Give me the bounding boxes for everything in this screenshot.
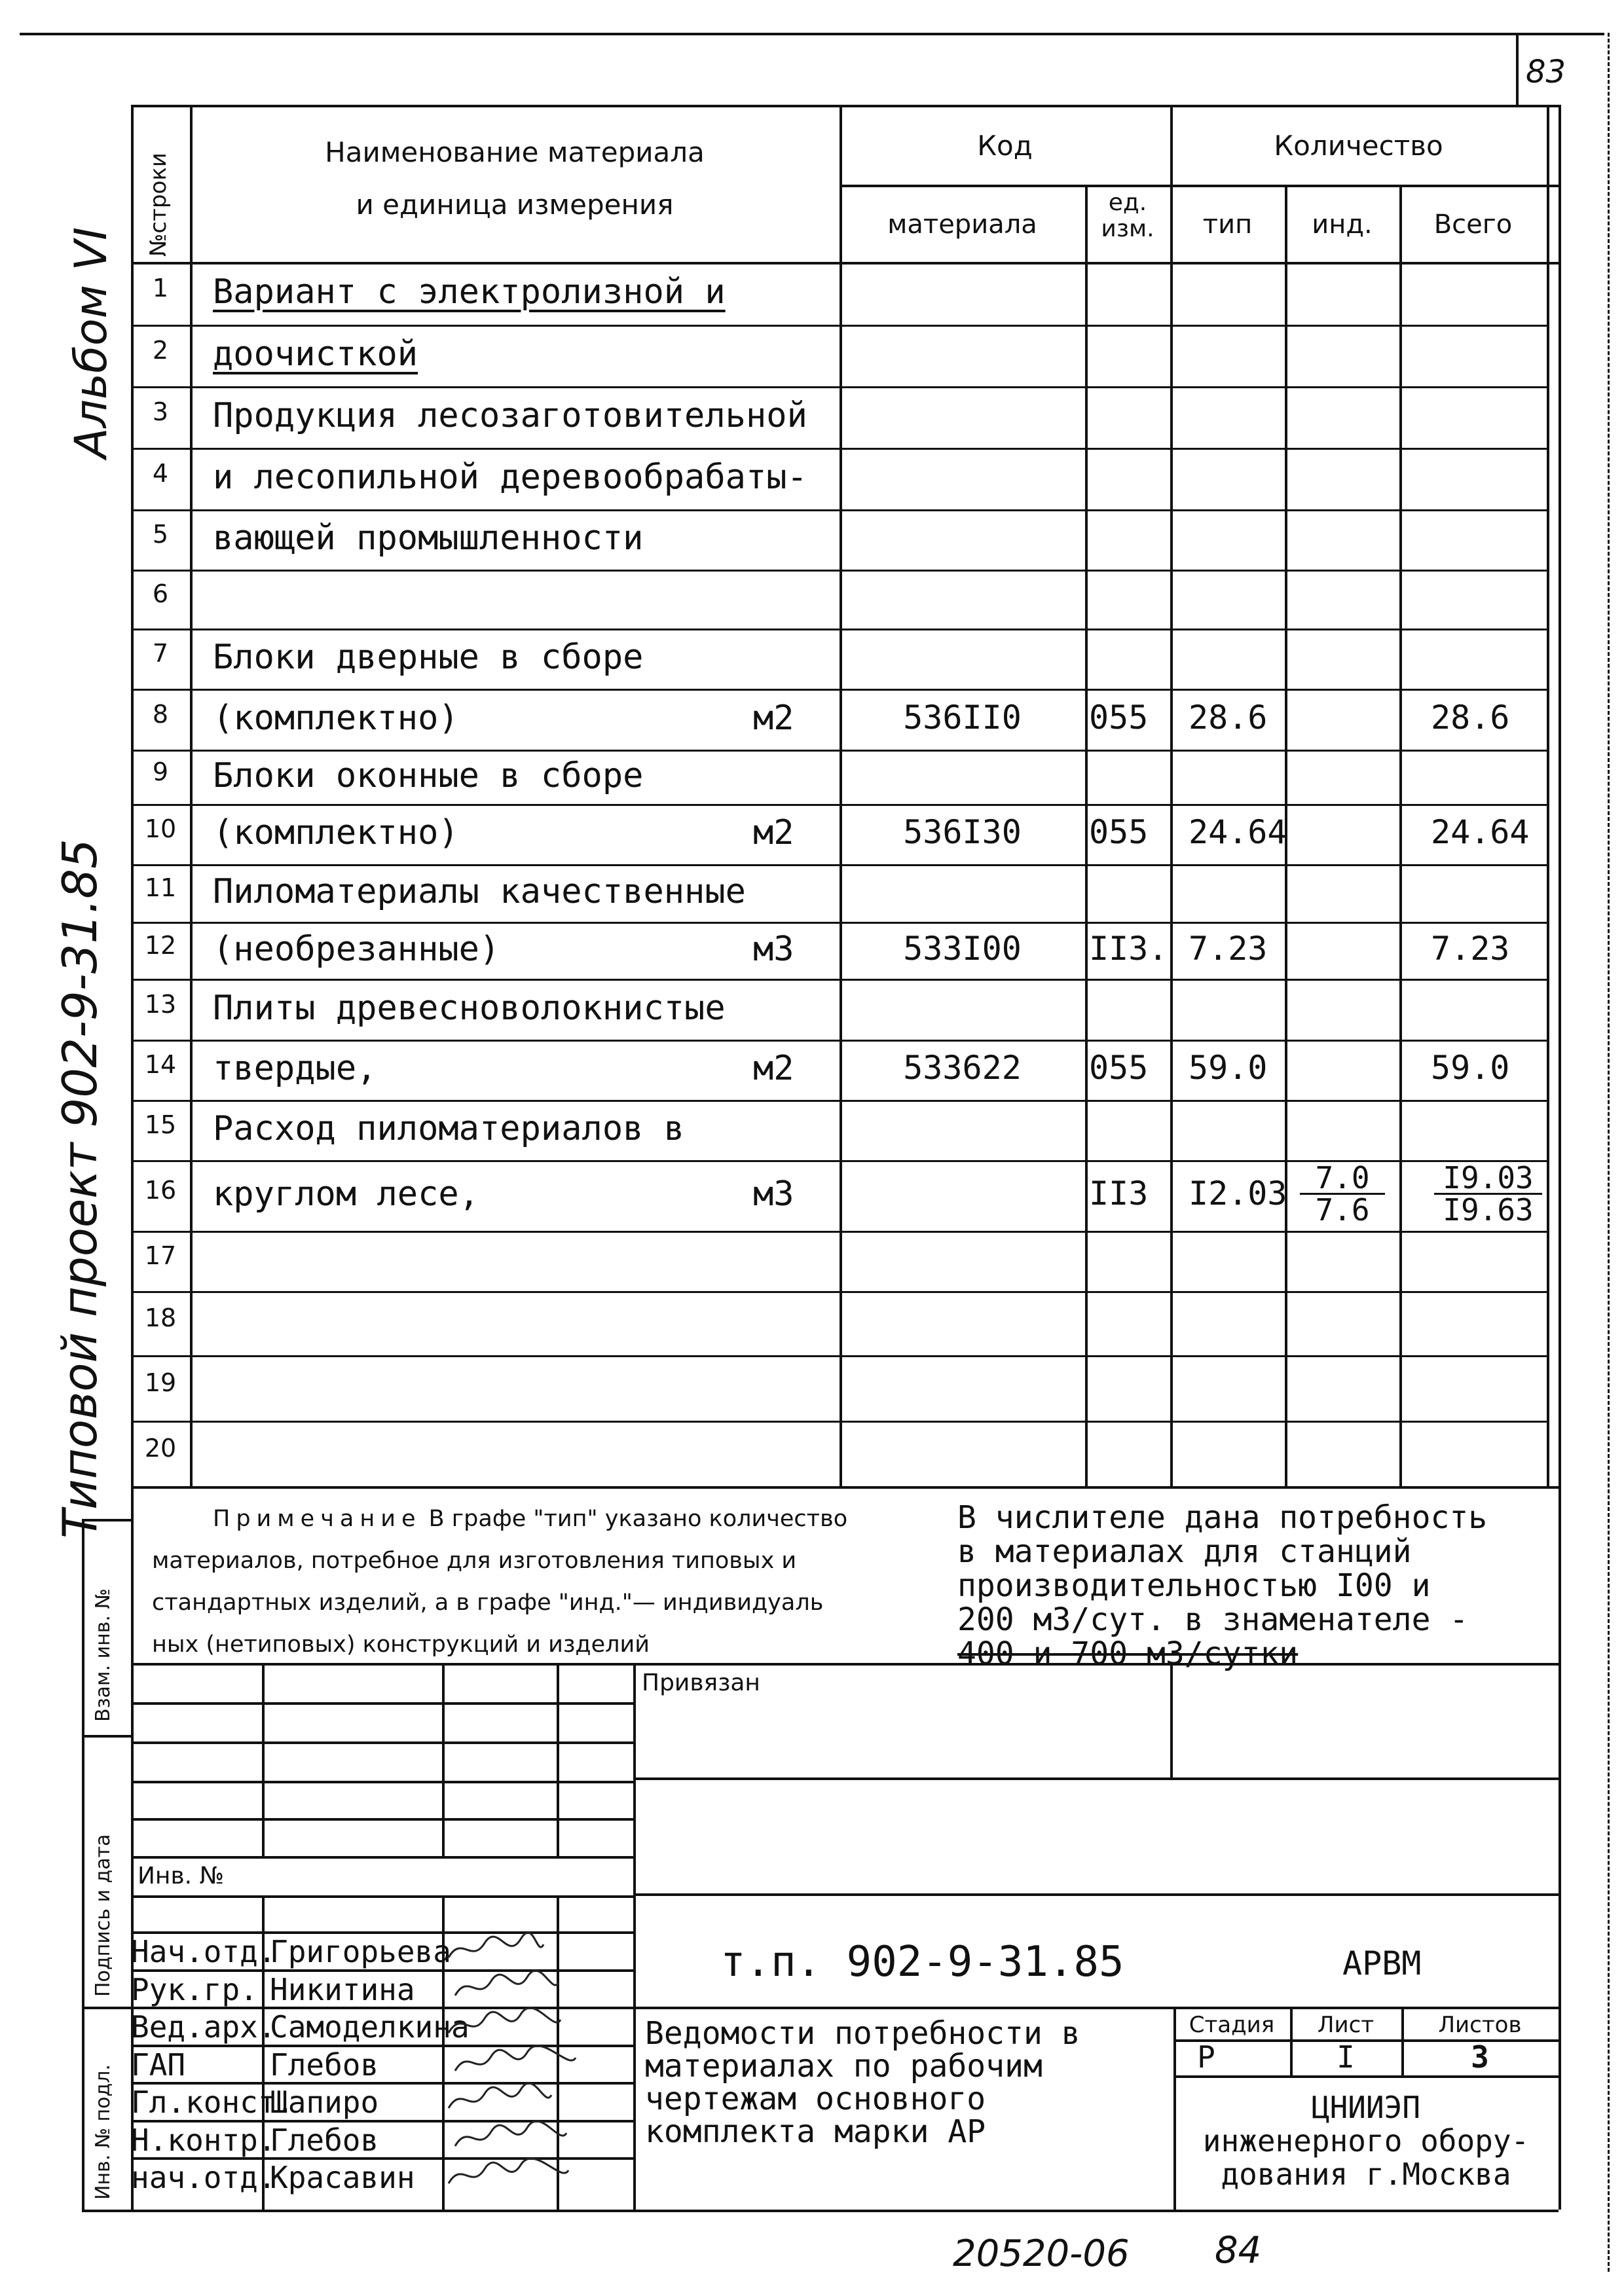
row-divider — [131, 864, 1547, 866]
note-right-line3: производительностью I00 и — [957, 1567, 1431, 1604]
row-name: (необрезанные) — [213, 929, 500, 969]
top-border — [20, 33, 1604, 35]
podpis-label: Подпись и дата — [92, 1834, 115, 1997]
row-divider — [131, 979, 1547, 981]
page-number: 83 — [1526, 54, 1566, 90]
row-divider — [131, 570, 1547, 572]
stamp-row6 — [131, 1895, 633, 1898]
total-denominator: I9.63 — [1443, 1192, 1534, 1228]
signer-role: Н.контр. — [131, 2123, 276, 2158]
row-unit: м2 — [753, 1049, 794, 1088]
side-stamp-left — [82, 1519, 84, 2210]
row-number: 12 — [144, 930, 177, 960]
row-divider — [131, 1291, 1547, 1293]
right-edge-dashed — [1608, 33, 1610, 2272]
row-name: Расход пиломатериалов в — [213, 1109, 685, 1148]
privyazan-bottom — [633, 1777, 1559, 1780]
side-stamp-div1 — [82, 1735, 131, 1738]
row-name: вающей промышленности — [213, 519, 644, 558]
header-bottom — [131, 262, 1559, 264]
row-number: 8 — [152, 699, 169, 729]
signer-name: Самоделкина — [270, 2009, 470, 2045]
row-material-code: 533I00 — [903, 929, 1022, 968]
row-name: Плиты древесноволокнистые — [213, 988, 726, 1028]
row-number: 19 — [144, 1368, 177, 1397]
row-name: Пиломатериалы качественные — [213, 872, 746, 911]
signer-name: Красавин — [270, 2160, 415, 2195]
side-stamp-top — [82, 1519, 131, 1522]
table-top-border — [131, 105, 1559, 107]
row-unit-code: 055 — [1089, 698, 1149, 737]
org-line2: инженерного обору- — [1202, 2123, 1530, 2159]
stamp-col4 — [633, 1663, 636, 2210]
sheet-value: I — [1337, 2039, 1355, 2075]
row-divider — [131, 922, 1547, 924]
header-subdivider — [840, 185, 1559, 187]
row-number: 17 — [144, 1241, 177, 1270]
doc-code-top — [633, 1893, 1559, 1896]
row-name: Блоки оконные в сборе — [213, 756, 644, 795]
row-number: 5 — [152, 520, 169, 549]
row-total: 28.6 — [1431, 698, 1510, 737]
sheets-label: Листов — [1438, 2012, 1522, 2038]
row-name: твердые, — [213, 1049, 377, 1088]
note-line3: стандартных изделий, а в графе "инд."— индивидуаль — [152, 1590, 824, 1616]
header-ind: инд. — [1312, 210, 1373, 240]
row-unit-code: 055 — [1089, 813, 1149, 851]
note-prefix: Примечание — [213, 1506, 422, 1532]
side-stamp-bottom — [82, 2210, 1559, 2212]
note-right-line1: В числителе дана потребность — [957, 1499, 1488, 1536]
row-unit: м3 — [753, 1175, 794, 1214]
ind-denominator: 7.6 — [1315, 1192, 1370, 1228]
inv-no-label: Инв. № — [138, 1863, 225, 1889]
right-border-main — [1559, 105, 1561, 2210]
stamp-col1 — [262, 1663, 265, 1856]
note-line1 — [213, 1506, 847, 1532]
signature-scribble — [452, 1969, 583, 2006]
header-code: Код — [977, 130, 1033, 162]
signer-role: Рук.гр. — [131, 1972, 258, 2007]
signer-role: нач.отд. — [131, 2160, 276, 2195]
row-number: 10 — [144, 814, 177, 843]
sheets-value: 3 — [1471, 2039, 1489, 2075]
inv-podl-label: Инв. № подл. — [92, 2064, 115, 2200]
signature-scribble — [445, 2157, 576, 2194]
stamp-col2 — [442, 1663, 445, 1856]
mark-code: АРВМ — [1342, 1944, 1422, 1982]
row-unit-code: 055 — [1089, 1049, 1149, 1087]
privyazan-label: Привязан — [642, 1669, 760, 1696]
row-typ: 24.64 — [1189, 813, 1287, 851]
row-name: и лесопильной деревообрабаты- — [213, 458, 807, 497]
vzam-inv-label: Взам. инв. № — [92, 1588, 115, 1722]
row-number: 2 — [152, 336, 169, 365]
page-number-box-left — [1516, 33, 1519, 106]
row-name: Блоки дверные в сборе — [213, 638, 644, 677]
header-row-number: №строки — [145, 153, 172, 257]
stamp-row5 — [131, 1856, 633, 1859]
stage-value: Р — [1197, 2039, 1215, 2075]
signer-name: Григорьева — [270, 1934, 451, 1969]
row-divider — [131, 1355, 1547, 1357]
row-number: 9 — [152, 757, 169, 786]
stamp-row1 — [131, 1702, 633, 1705]
side-stamp-div2 — [82, 2007, 131, 2009]
footer-code: 20520-06 — [953, 2232, 1130, 2275]
stamp-row4 — [131, 1818, 633, 1821]
title-line4: комплекта марки АР — [645, 2113, 986, 2150]
stamp-row3 — [131, 1781, 633, 1783]
row-ind-fraction — [1300, 1160, 1385, 1228]
header-total: Всего — [1433, 210, 1513, 240]
row-divider — [131, 1421, 1547, 1423]
org-line1: ЦНИИЭП — [1311, 2090, 1421, 2125]
col-name-right — [840, 105, 842, 1486]
row-number: 1 — [152, 274, 169, 302]
note-right-line5: 400 и 700 м3/сутки — [957, 1635, 1299, 1672]
stamp-col3 — [557, 1663, 559, 1856]
note-right-line4: 200 м3/сут. в знаменателе - — [957, 1601, 1469, 1638]
note-line4: ных (нетиповых) конструкций и изделий — [152, 1631, 650, 1658]
row-number: 3 — [152, 397, 169, 426]
row-name: Продукция лесозаготовительной — [213, 396, 807, 435]
row-total: 24.64 — [1431, 813, 1530, 851]
row-unit: м2 — [753, 813, 794, 852]
row-unit-code: II3 — [1089, 1175, 1149, 1212]
signature-scribble — [445, 2082, 576, 2119]
signer-name: Глебов — [270, 2047, 379, 2083]
row-unit: м3 — [753, 929, 794, 969]
stamp-top-border — [131, 1663, 1559, 1666]
table-left-border — [131, 105, 134, 2210]
row-typ: 7.23 — [1189, 929, 1268, 968]
row-unit-code: II3. — [1089, 929, 1168, 968]
doc-code: т.п. 902-9-31.85 — [720, 1938, 1124, 1986]
row-name: (комплектно) — [213, 813, 459, 852]
title-line2: материалах по рабочим — [645, 2048, 1043, 2085]
title-line1: Ведомости потребности в — [645, 2015, 1080, 2052]
col-unit-right — [1170, 105, 1173, 1486]
row-number: 18 — [144, 1303, 177, 1332]
row-divider — [131, 689, 1547, 691]
signer-role: ГАП — [131, 2047, 186, 2083]
total-numerator: I9.03 — [1434, 1163, 1542, 1195]
note-right-line2: в материалах для станций — [957, 1533, 1412, 1570]
col-rowno-right — [190, 105, 193, 1486]
signer-role: Нач.отд. — [131, 1934, 276, 1969]
header-quantity: Количество — [1274, 130, 1443, 162]
table-right-inner — [1547, 105, 1549, 1486]
stamp-row2 — [131, 1741, 633, 1744]
row-total-fraction — [1434, 1160, 1542, 1228]
privyazan-divider — [1170, 1663, 1173, 1777]
row-total: 59.0 — [1431, 1049, 1510, 1087]
row-divider — [131, 804, 1547, 806]
signer-name: Глебов — [270, 2123, 379, 2158]
signature-scribble — [452, 2045, 583, 2081]
row-number: 4 — [152, 459, 169, 488]
row-divider — [131, 750, 1547, 752]
row-number: 13 — [144, 989, 177, 1019]
stage-label: Стадия — [1189, 2012, 1275, 2038]
row-divider — [131, 448, 1547, 450]
row-typ: I2.03 — [1189, 1175, 1287, 1212]
header-unit-code: ед. изм. — [1101, 189, 1154, 242]
row-number: 7 — [152, 639, 169, 668]
signer-name: Никитина — [270, 1972, 415, 2007]
note-top-border — [131, 1486, 1559, 1489]
row-name: доочисткой — [213, 335, 418, 374]
row-divider — [131, 1100, 1547, 1102]
ind-numerator: 7.0 — [1300, 1163, 1385, 1195]
album-label: Альбом VI — [65, 227, 117, 458]
row-divider — [131, 629, 1547, 630]
row-number: 14 — [144, 1050, 177, 1079]
row-unit: м2 — [753, 698, 794, 738]
row-material-code: 533622 — [903, 1049, 1022, 1087]
header-name-line1: Наименование материала — [325, 136, 705, 168]
row-divider — [131, 1231, 1547, 1233]
row-typ: 28.6 — [1189, 698, 1268, 737]
note-line2: материалов, потребное для изготовления типовых и — [152, 1548, 797, 1574]
header-material-code: материала — [887, 210, 1037, 240]
note-line1-text: В графе "тип" указано количество — [428, 1506, 848, 1532]
row-divider — [131, 1040, 1547, 1042]
row-material-code: 536I30 — [903, 813, 1022, 851]
footer-page: 84 — [1215, 2229, 1262, 2272]
row-total: 7.23 — [1431, 929, 1510, 968]
title-line3: чертежам основного — [645, 2081, 986, 2117]
signature-scribble — [445, 2007, 576, 2043]
row-number: 15 — [144, 1110, 177, 1139]
row-divider — [131, 325, 1547, 327]
signature-scribble — [452, 2120, 583, 2157]
row-number: 6 — [152, 579, 169, 608]
header-typ: тип — [1202, 210, 1253, 240]
row-name: Вариант с электролизной и — [213, 272, 726, 312]
row-typ: 59.0 — [1189, 1049, 1268, 1087]
signer-role: Гл.конст. — [131, 2085, 295, 2120]
row-divider — [131, 386, 1547, 388]
row-divider — [131, 509, 1547, 511]
row-name: (комплектно) — [213, 698, 459, 738]
row-number: 20 — [144, 1434, 177, 1463]
signature-scribble — [445, 1931, 576, 1968]
row-number: 11 — [144, 873, 177, 902]
header-name-line2: и единица измерения — [356, 189, 674, 221]
signer-name: Шапиро — [270, 2085, 379, 2120]
signer-role: Вед.арх. — [131, 2009, 276, 2045]
stage-value-bottom — [1173, 2075, 1559, 2078]
project-label: Типовой проект 902-9-31.85 — [52, 839, 107, 1539]
row-number: 16 — [144, 1176, 177, 1205]
row-material-code: 536II0 — [903, 698, 1022, 737]
org-line3: дования г.Москва — [1221, 2157, 1511, 2192]
row-name: круглом лесе, — [213, 1175, 479, 1214]
sheet-label: Лист — [1317, 2012, 1375, 2038]
